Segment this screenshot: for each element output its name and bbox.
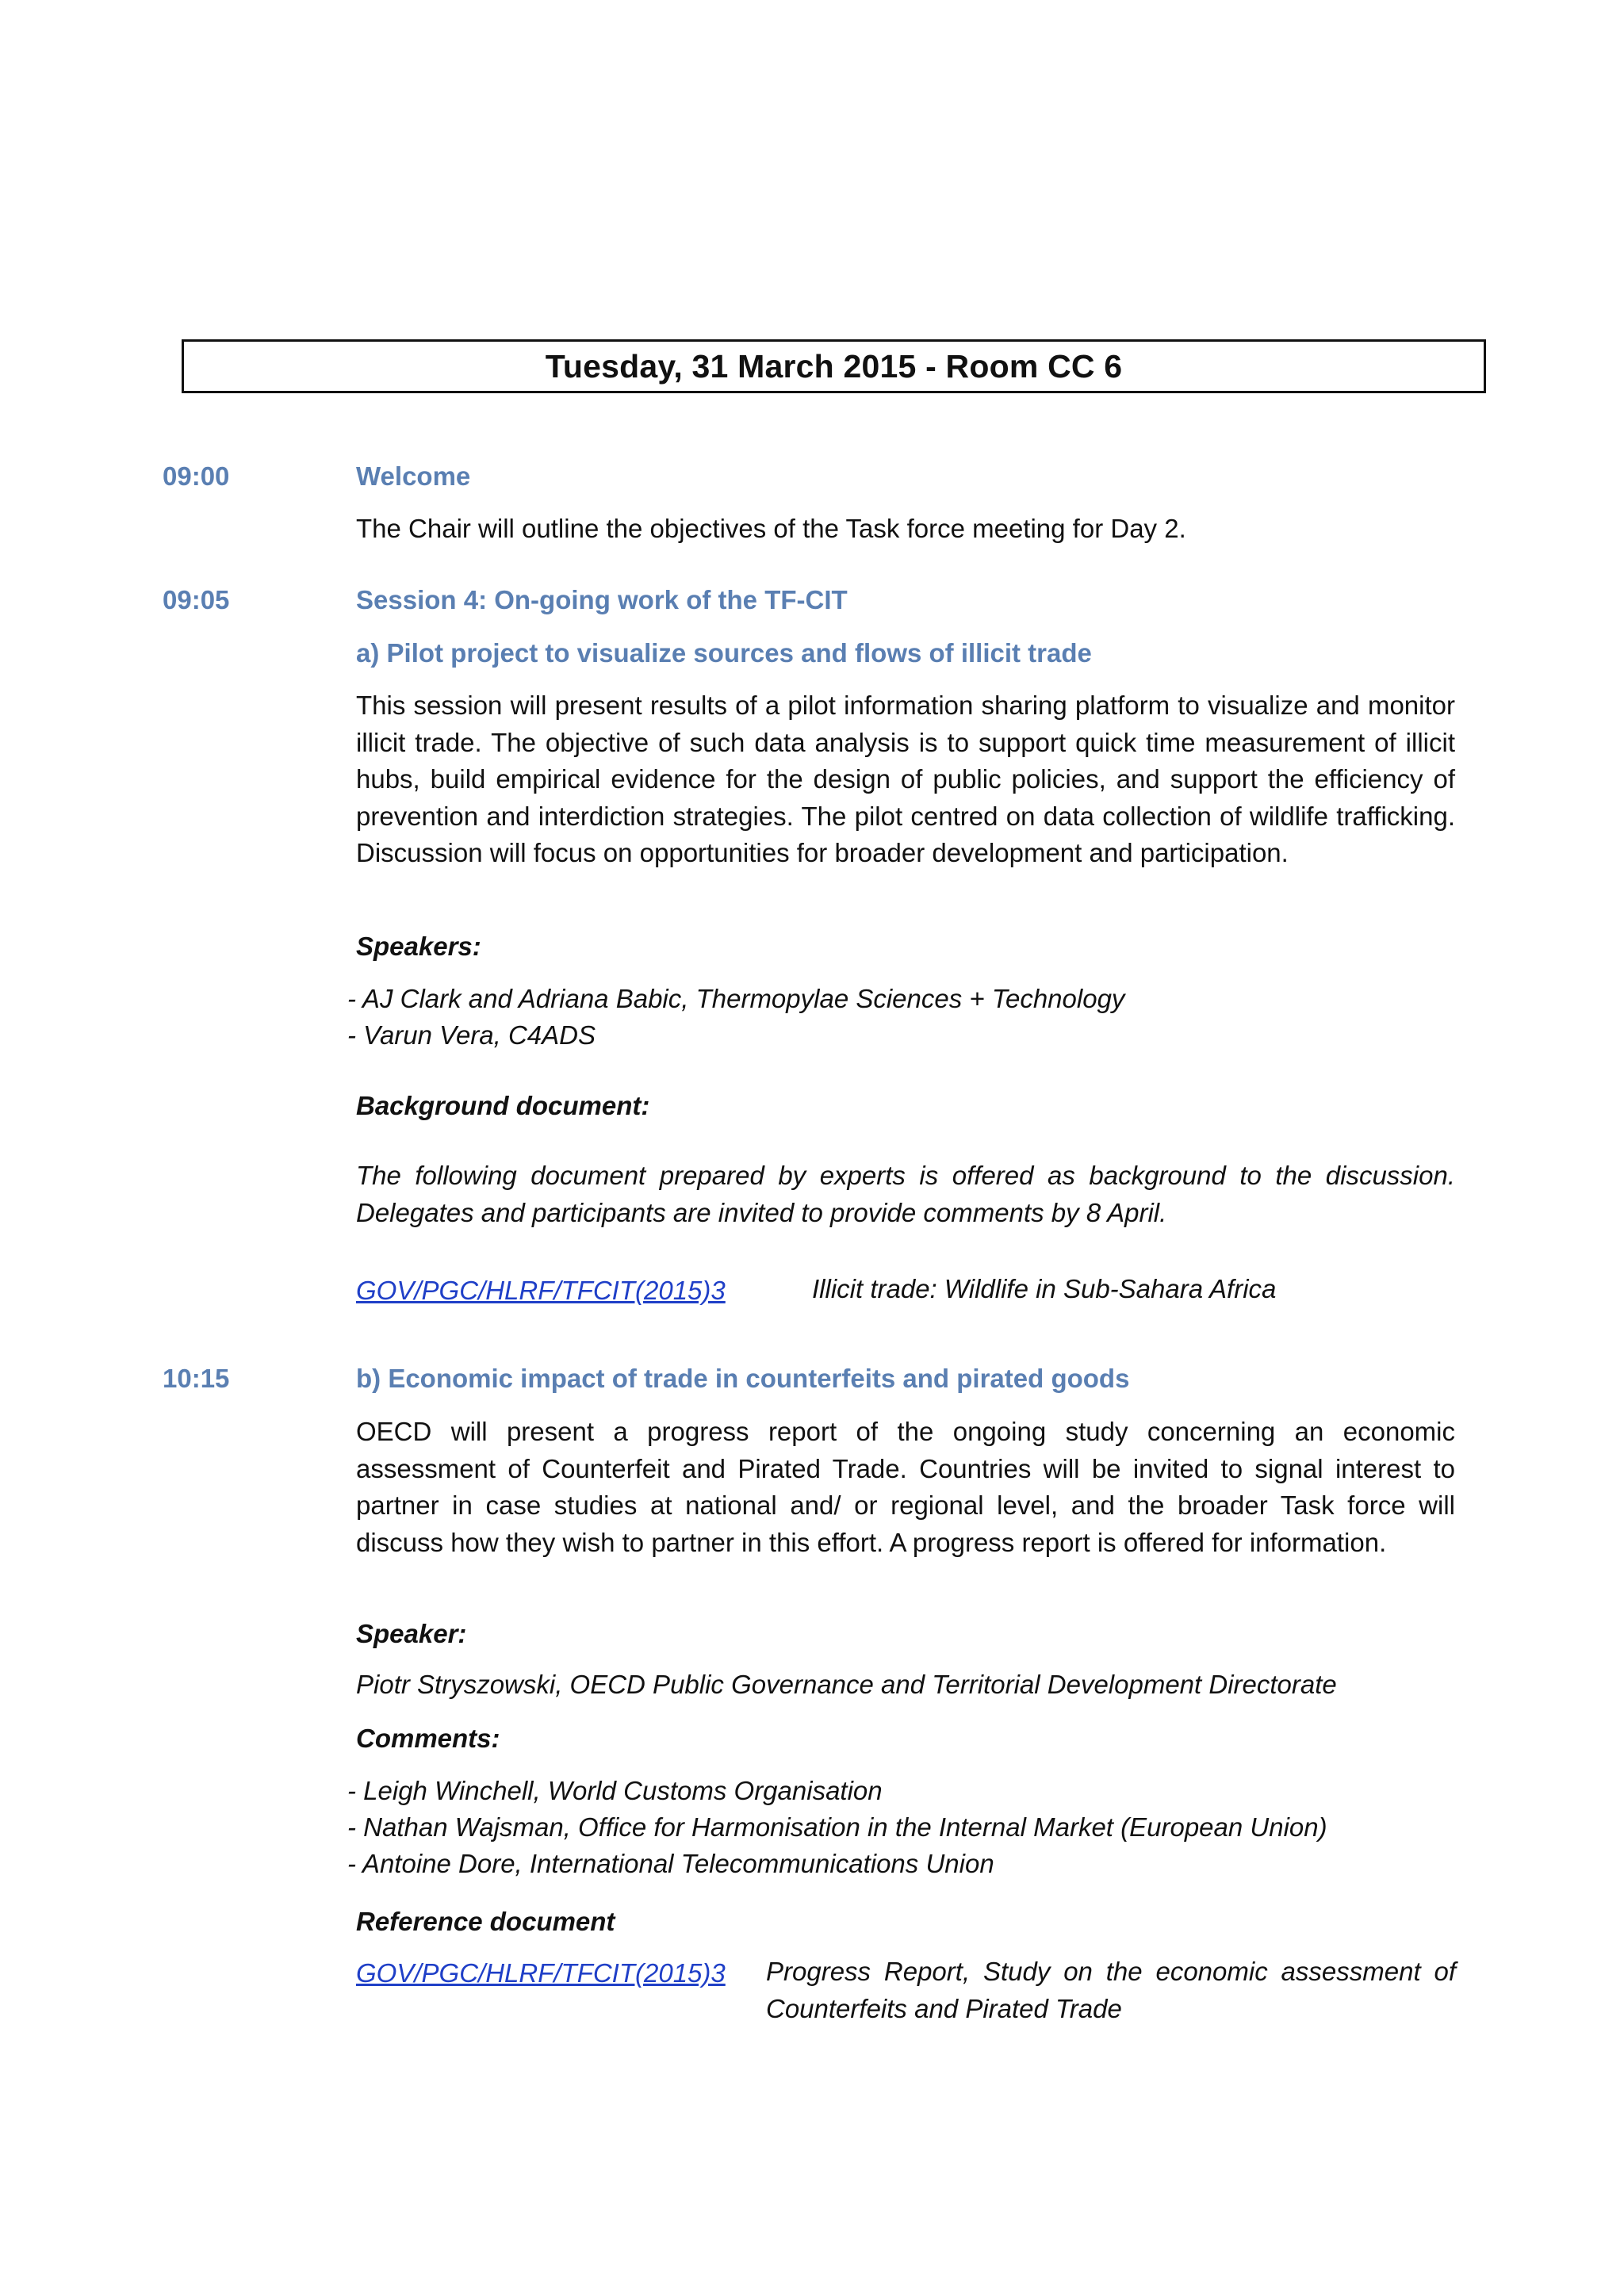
time-session4: 09:05 [163,585,230,614]
speaker-item: - AJ Clark and Adriana Babic, Thermopylae Sciences + Technology [347,984,1125,1013]
speakers-label: Speakers: [356,932,481,961]
speaker-name: Piotr Stryszowski, OECD Public Governance and Territorial Development Directorate [356,1670,1337,1699]
reference-document-label: Reference document [356,1907,615,1936]
session4a-heading: a) Pilot project to visualize sources and flows of illicit trade [356,638,1092,668]
comment-item: - Nathan Wajsman, Office for Harmonisation in the Internal Market (European Union) [347,1812,1327,1842]
comment-item: - Leigh Winchell, World Customs Organisation [347,1776,883,1805]
session4a-description: This session will present results of a pilot information sharing platform to visualize and monitor illicit trade. The objective of such data analysis is to support quick time measurement of illicit hubs, build empirical evidence for the design of public policies, and support the efficiency of prevention and interdiction strategies. The pilot centred on data collection of wildlife trafficking. Discussion will focus on opportunities for broader development and participation. [356,691,1455,867]
speaker-label: Speaker: [356,1619,467,1648]
background-document-link[interactable]: GOV/PGC/HLRF/TFCIT(2015)3 [356,1276,726,1305]
background-document-label: Background document: [356,1091,650,1120]
time-welcome: 09:00 [163,461,230,491]
speaker-item: - Varun Vera, C4ADS [347,1020,596,1050]
reference-document-link[interactable]: GOV/PGC/HLRF/TFCIT(2015)3 [356,1958,726,1988]
day-header-box [182,339,1486,393]
day-header-title: Tuesday, 31 March 2015 - Room CC 6 [545,347,1123,385]
session4-heading: Session 4: On-going work of the TF-CIT [356,585,848,614]
session4b-heading: b) Economic impact of trade in counterfeits and pirated goods [356,1364,1130,1393]
background-document-title: Illicit trade: Wildlife in Sub-Sahara Africa [812,1274,1277,1303]
time-session4b: 10:15 [163,1364,230,1393]
welcome-heading: Welcome [356,461,471,491]
welcome-text: The Chair will outline the objectives of the Task force meeting for Day 2. [356,514,1186,543]
reference-document-title-wrap [766,1954,1456,2027]
comments-label: Comments: [356,1724,500,1753]
session4b-description: OECD will present a progress report of the ongoing study concerning an economic assessment of Counterfeit and Pirated Trade. Countries will be invited to signal interest to partner in case studies at national and/ or regional level, and the broader Task force will discuss how they wish to partner in this effort. A progress report is offered for information. [356,1417,1455,1557]
reference-document-title: Progress Report, Study on the economic assessment of Counterfeits and Pirated Trade [766,1957,1456,2023]
background-document-text: The following document prepared by experts is offered as background to the discussion. Delegates and participants are invited to provide comments by 8 April. [356,1161,1455,1227]
comment-item: - Antoine Dore, International Telecommunications Union [347,1849,994,1878]
